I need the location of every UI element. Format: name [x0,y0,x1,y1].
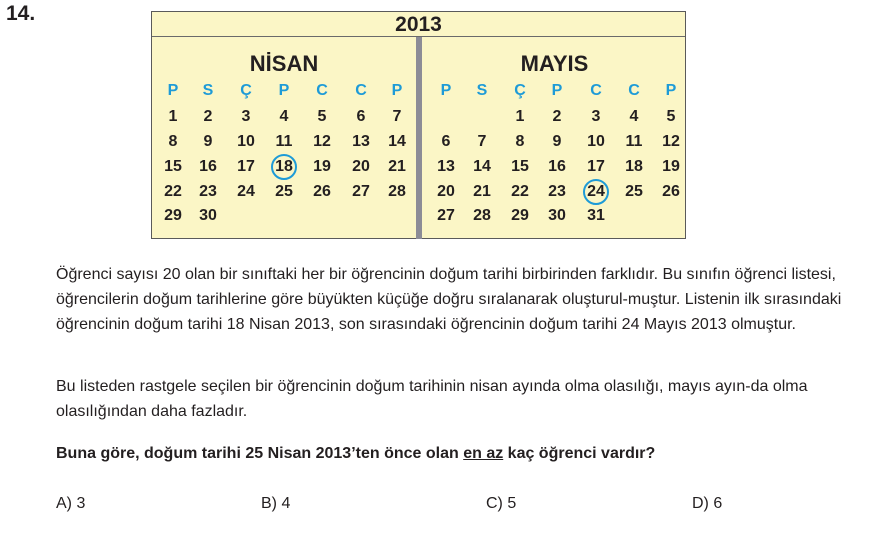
april-weekday-header: S [202,82,214,99]
may-day-6: 6 [441,133,451,150]
april-day-16: 16 [199,158,217,175]
april-day-15: 15 [164,158,182,175]
may-day-19: 19 [662,158,680,175]
april-day-6: 6 [356,108,366,125]
question-number: 14. [6,2,36,25]
may-day-8: 8 [515,133,525,150]
question-text [56,441,886,466]
may-weekday-header: C [590,82,602,99]
april-day-7: 7 [392,108,402,125]
may-day-2: 2 [552,108,562,125]
may-day-3: 3 [591,108,601,125]
paragraph-1: Öğrenci sayısı 20 olan bir sınıftaki her bir öğrencinin doğum tarihi birbirinden farklıdır. Bu sınıfın öğrenci listesi, öğrencilerin doğum tarihlerine göre büyükten küçüğe doğru sıralanarak oluşturul-muştur. Listenin ilk sırasındaki öğrencinin doğum tarihi 18 Nisan 2013, son sırasındaki öğrencinin doğum tarihi 24 Mayıs 2013 olmuştur. [56,266,842,333]
may-day-15: 15 [511,158,529,175]
may-weekday-header: S [476,82,488,99]
april-day-22: 22 [164,183,182,200]
option-c[interactable]: C) 5 [486,495,517,512]
may-day-13: 13 [437,158,455,175]
circle-highlight-icon [583,179,609,205]
april-day-5: 5 [317,108,327,125]
may-day-16: 16 [548,158,566,175]
april-day-23: 23 [199,183,217,200]
calendar-2013 [151,11,686,239]
may-day-31: 31 [587,207,605,224]
may-day-17: 17 [587,158,605,175]
may-weekday-header: P [440,82,452,99]
april-day-20: 20 [352,158,370,175]
may-day-4: 4 [629,108,639,125]
april-weekday-header: C [355,82,367,99]
april-day-12: 12 [313,133,331,150]
question-underlined: en az [463,445,504,462]
may-day-24: 24 [587,183,605,200]
may-weekday-header: P [665,82,677,99]
option-d[interactable]: D) 6 [692,495,723,512]
april-weekday-header: P [167,82,179,99]
may-day-9: 9 [552,133,562,150]
may-weekday-header: P [551,82,563,99]
may-day-21: 21 [473,183,491,200]
april-day-3: 3 [241,108,251,125]
april-day-28: 28 [388,183,406,200]
april-day-29: 29 [164,207,182,224]
may-day-30: 30 [548,207,566,224]
april-day-18: 18 [275,158,293,175]
april-weekday-header: C [316,82,328,99]
may-day-5: 5 [666,108,676,125]
may-weekday-header: C [628,82,640,99]
april-weekday-header: Ç [240,82,252,99]
month-name-may: MAYIS [520,51,589,76]
april-day-11: 11 [275,133,293,150]
april-weekday-header: P [278,82,290,99]
may-day-25: 25 [625,183,643,200]
may-day-1: 1 [515,108,525,125]
may-day-14: 14 [473,158,491,175]
april-day-8: 8 [168,133,178,150]
may-day-18: 18 [625,158,643,175]
may-day-22: 22 [511,183,529,200]
april-day-1: 1 [168,108,178,125]
question-text-before: Buna göre, doğum tarihi 25 Nisan 2013’ten önce olan [56,445,464,462]
month-name-april: NİSAN [249,51,319,76]
calendar-year: 2013 [152,12,685,37]
april-day-14: 14 [388,133,406,150]
april-day-17: 17 [237,158,255,175]
april-day-24: 24 [237,183,255,200]
may-day-12: 12 [662,133,680,150]
april-day-19: 19 [313,158,331,175]
may-day-7: 7 [477,133,487,150]
option-b[interactable]: B) 4 [261,495,291,512]
april-day-9: 9 [203,133,213,150]
paragraph-2: Bu listeden rastgele seçilen bir öğrencinin doğum tarihinin nisan ayında olma olasılığı, mayıs ayın-da olma olasılığından daha fazladır. [56,378,808,420]
may-day-11: 11 [625,133,643,150]
option-a[interactable]: A) 3 [56,495,86,512]
april-day-21: 21 [388,158,406,175]
may-weekday-header: Ç [514,82,526,99]
april-day-13: 13 [352,133,370,150]
april-day-27: 27 [352,183,370,200]
may-day-20: 20 [437,183,455,200]
may-day-27: 27 [437,207,455,224]
may-day-29: 29 [511,207,529,224]
april-day-4: 4 [279,108,289,125]
may-day-28: 28 [473,207,491,224]
may-day-10: 10 [587,133,605,150]
april-day-26: 26 [313,183,331,200]
april-day-30: 30 [199,207,217,224]
april-day-25: 25 [275,183,293,200]
april-weekday-header: P [391,82,403,99]
may-day-23: 23 [548,183,566,200]
april-day-2: 2 [203,108,213,125]
may-day-26: 26 [662,183,680,200]
question-text-after: kaç öğrenci vardır? [503,445,656,462]
circle-highlight-icon [271,154,297,180]
april-day-10: 10 [237,133,255,150]
